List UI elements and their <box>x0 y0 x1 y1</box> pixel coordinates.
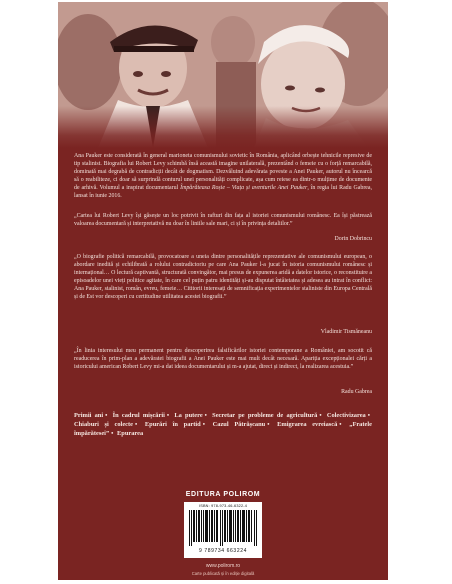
barcode-image <box>189 510 257 546</box>
chapter-item: La putere <box>174 412 203 419</box>
digital-edition-note: Carte publicată și în ediție digitală <box>191 571 255 576</box>
quote-author-dobrincu: Dorin Dobrincu <box>334 236 372 242</box>
chapter-item: În cadrul mișcării <box>112 412 165 419</box>
quote-tismaneanu: „O biografie politică remarcabilă, provocatoare a uneia dintre personalitățile reprezentative ale comunismului european, o abordare inedită și echilibrată a rolului contradictoriu pe care Ana Pauker l-a jucat în istoria comunismului românesc și internațional… O lectură captivantă, structurată convingător, mai presus de expunerea aridă a datelor istorice, o reconstituire a episoadelor unei vieți politice agitate, în care cel puțin patru identități și-au disputat întâietatea și adesea au intrat în conflict: Ana Pauker, stalinist, român, evreu, femeie… Cititorii interesați de semnificația experimentelor staliniste din Europa Centrală și de Est vor descoperi cu certitudine utilitatea acestei biografii.” <box>74 254 372 301</box>
back-cover <box>58 2 388 580</box>
publisher-name: EDITURA POLIROM <box>185 491 261 498</box>
chapter-separator: • <box>166 412 170 419</box>
chapter-item: Colectivizarea <box>326 412 366 419</box>
chapter-separator: • <box>134 421 138 429</box>
chapter-item: Epurarea <box>117 430 144 438</box>
chapter-item: Epurări în partid <box>144 421 201 429</box>
quote-dobrincu: „Cartea lui Robert Levy își găsește un loc potrivit în rafturi din fața al istoriei comunismului românesc. Ea își păstrează valoarea documentară și interpretativă nu doar în liniile sale mari, ci și în privința detaliilor.” <box>74 213 372 228</box>
chapter-separator: • <box>204 412 207 419</box>
barcode-digits: 9 789734 663224 <box>199 548 247 554</box>
chapter-item: Chiaburi și colecte <box>74 421 133 429</box>
chapter-separator: • <box>111 430 114 438</box>
chapter-separator: • <box>367 412 370 419</box>
intro-text-end: , în regia lui Radu Gabrea, lansat în iunie 2016. <box>74 185 372 200</box>
barcode-panel <box>184 502 262 558</box>
photo-fade-overlay <box>58 106 388 148</box>
chapter-separator: • <box>267 421 270 429</box>
chapter-item: Secretar pe probleme de agricultură <box>212 412 318 419</box>
publisher-website[interactable]: www.polirom.ro <box>205 563 241 569</box>
chapter-item: Cazul Pătrășcanu <box>212 421 266 429</box>
chapter-separator: • <box>105 412 108 419</box>
chapter-list <box>74 411 372 439</box>
isbn-number: ISBN: 978-973-46-6322-4 <box>198 504 248 508</box>
quote-gabrea: „În linia interesului meu permanent pentru descoperirea falsificărilor istoriei contemporane a României, am socotit că readucerea în prim-plan a adevăratei biografii a Anei Pauker este mai mult decât necesară. Apariția excepționalei cărți a istoricului american Robert Levy mi-a dat ideea documentarului și m-a ajutat, direct și indirect, la realizarea acestuia.” <box>74 348 372 371</box>
quote-author-gabrea: Radu Gabrea <box>341 389 372 395</box>
cover-photo <box>58 2 388 148</box>
chapter-separator: • <box>202 421 205 429</box>
documentary-title: Împărăteasa Roșie – Viața și aventurile Anei Pauker <box>180 185 308 192</box>
chapter-separator: • <box>339 421 342 429</box>
intro-paragraph <box>74 152 372 201</box>
chapter-item: Primii ani <box>74 412 104 419</box>
chapter-item: Emigrarea evreiască <box>277 421 338 429</box>
chapter-separator: • <box>319 412 322 419</box>
intro-text-start: Ana Pauker este considerată în general marioneta comunismului sovietic în România, aplicând orbește tehnicile represive de tip stalinist. Biografia lui Robert Levy schimbă însă această imagine unilaterală, prezentând o femeie cu o forță remarcabilă, dominată mai degrabă de contradicții decât de dogmatism. Dezvăluind adevărata poveste a Anei Pauker, autorul nu încearcă să o reabiliteze, ci doar să surprindă conturul unei personalități complicate, așa cum reiese ea dintr-o mulțime de documente de arhivă. Volumul a inspirat documentarul <box>74 153 372 192</box>
quote-author-tismaneanu: Vladimir Tismăneanu <box>320 329 372 335</box>
chapter-item: „Fratele împărătesei” <box>74 421 372 438</box>
